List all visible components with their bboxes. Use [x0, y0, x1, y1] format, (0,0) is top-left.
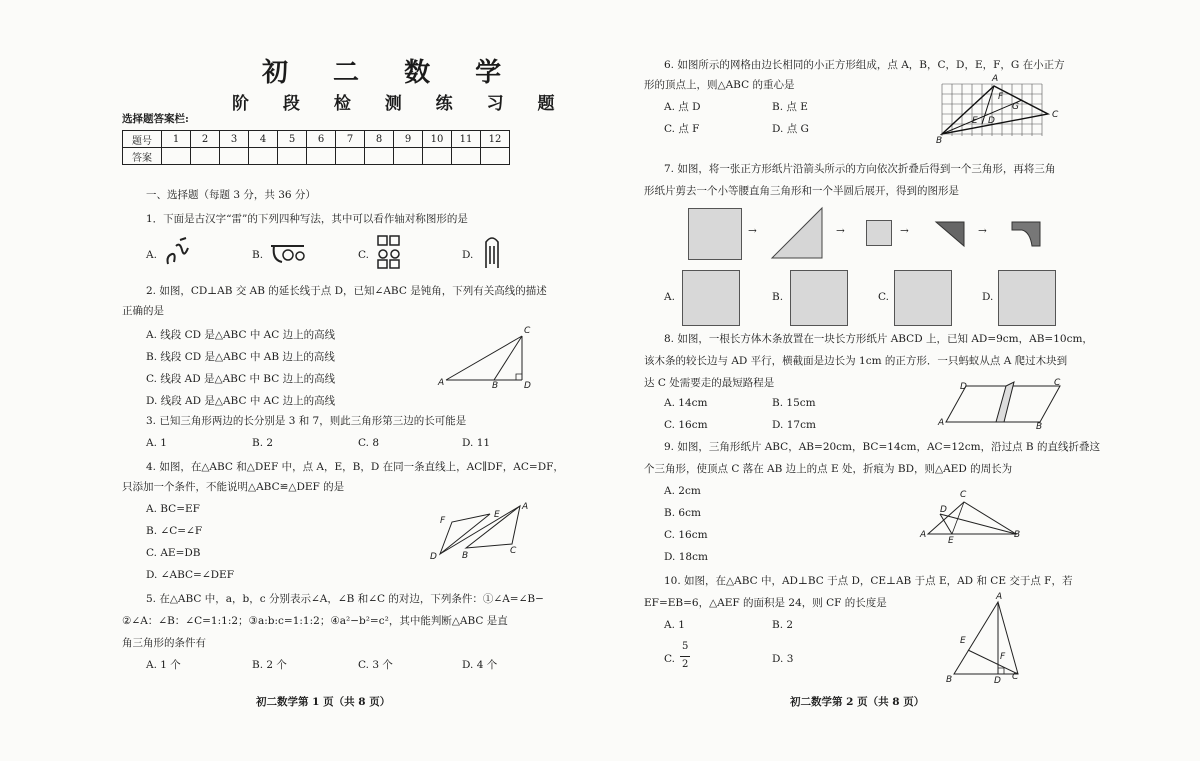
q10-label-c: C: [1012, 672, 1019, 682]
fold-step-4-image: [936, 222, 966, 248]
q4-option-b: B. ∠C=∠F: [146, 525, 203, 537]
q10-label-a: A: [996, 592, 1003, 602]
q7-stem-cont: 形纸片剪去一个小等腰直角三角形和一个半圆后展开，得到的图形是: [644, 185, 959, 197]
answer-label: 答案: [123, 148, 162, 165]
q6-option-d: D. 点 G: [772, 123, 809, 135]
answer-table-header-row: [123, 131, 510, 148]
q2-label-a: A: [438, 378, 445, 388]
q7-option-d: D.: [982, 291, 994, 303]
answer-cell[interactable]: [191, 148, 220, 165]
q8-option-d: D. 17cm: [772, 419, 816, 431]
q4-label-e: E: [494, 510, 500, 520]
q10-label-f: F: [1000, 652, 1006, 662]
q3-option-a: A. 1: [146, 437, 167, 449]
q4-label-c: C: [510, 546, 517, 556]
q8-label-d: D: [960, 382, 967, 392]
glyph-a-image: [164, 236, 192, 270]
q5-option-b: B. 2 个: [252, 659, 287, 671]
answer-table-answer-row: [123, 148, 510, 165]
q9-label-c: C: [960, 490, 967, 500]
q6-option-b: B. 点 E: [772, 101, 808, 113]
q5-stem: 5. 在△ABC 中，a，b，c 分别表示∠A，∠B 和∠C 的对边，下列条件：①∠A=∠B−: [146, 593, 544, 605]
question-number: 12: [481, 131, 510, 148]
q8-label-b: B: [1036, 422, 1043, 432]
question-number: 9: [394, 131, 423, 148]
q7-option-d-image: [998, 270, 1056, 326]
q8-label-a: A: [938, 418, 945, 428]
question-number: 3: [220, 131, 249, 148]
q1-option-d: D.: [462, 249, 474, 261]
q10-option-a: A. 1: [664, 619, 685, 631]
q9-option-b: B. 6cm: [664, 507, 701, 519]
answer-cell[interactable]: [220, 148, 249, 165]
q10-option-d: D. 3: [772, 653, 794, 665]
q6-stem: 6. 如图所示的网格由边长相同的小正方形组成，点 A，B，C，D，E，F，G 在小正方: [664, 59, 1065, 71]
q6-label-a: A: [992, 74, 999, 84]
q6-option-a: A. 点 D: [664, 101, 701, 113]
question-number: 1: [162, 131, 191, 148]
q2-option-b: B. 线段 CD 是△ABC 中 AB 边上的高线: [146, 351, 335, 363]
q9-label-e: E: [948, 536, 954, 546]
q4-label-d: D: [430, 552, 437, 562]
q9-label-b: B: [1014, 530, 1021, 540]
answer-cell[interactable]: [249, 148, 278, 165]
question-number-label: 题号: [123, 131, 162, 148]
q6-label-g: G: [1012, 102, 1019, 112]
q5-option-a: A. 1 个: [146, 659, 181, 671]
q3-option-d: D. 11: [462, 437, 491, 449]
q4-option-d: D. ∠ABC=∠DEF: [146, 569, 235, 581]
q4-stem-cont: 只添加一个条件，不能说明△ABC≌△DEF 的是: [122, 481, 345, 493]
answer-cell[interactable]: [423, 148, 452, 165]
answer-cell[interactable]: [481, 148, 510, 165]
q2-label-d: D: [524, 381, 531, 391]
q6-option-c: C. 点 F: [664, 123, 700, 135]
q2-stem-cont: 正确的是: [122, 305, 164, 317]
answer-table: [122, 130, 510, 165]
q7-option-b-image: [790, 270, 848, 326]
page-2-footer: 初二数学第 2 页（共 8 页）: [790, 696, 925, 708]
q4-label-a: A: [522, 502, 529, 512]
q7-option-a-image: [682, 270, 740, 326]
page-1-footer: 初二数学第 1 页（共 8 页）: [256, 696, 391, 708]
q9-stem: 9. 如图，三角形纸片 ABC，AB=20cm，BC=14cm，AC=12cm，沿过点 B 的直线折叠这: [664, 441, 1100, 453]
q6-label-e: E: [972, 116, 978, 126]
section-heading: 一、选择题（每题 3 分，共 36 分）: [146, 189, 316, 201]
q5-option-d: D. 4 个: [462, 659, 498, 671]
question-number: 6: [307, 131, 336, 148]
answer-cell[interactable]: [365, 148, 394, 165]
fold-step-2-image: [772, 208, 824, 258]
q5-stem-end: 角三角形的条件有: [122, 637, 206, 649]
q6-label-f: F: [998, 92, 1004, 102]
q1-stem: 1．下面是古汉字“雷”的下列四种写法，其中可以看作轴对称图形的是: [146, 213, 468, 225]
q8-stem-end: 达 C 处需要走的最短路程是: [644, 377, 775, 389]
fold-step-1-image: [688, 208, 742, 260]
arrow-right-icon: →: [978, 225, 987, 237]
question-number: 11: [452, 131, 481, 148]
question-number: 5: [278, 131, 307, 148]
q7-stem: 7. 如图，将一张正方形纸片沿箭头所示的方向依次折叠后得到一个三角形，再将三角: [664, 163, 1056, 175]
q10-label-b: B: [946, 675, 953, 685]
q8-stem: 8. 如图，一根长方体木条放置在一块长方形纸片 ABCD 上，已知 AD=9cm，AB=10cm，: [664, 333, 1093, 345]
answer-cell[interactable]: [336, 148, 365, 165]
q8-option-b: B. 15cm: [772, 397, 816, 409]
q6-label-b: B: [936, 136, 943, 146]
q2-label-c: C: [524, 326, 531, 336]
q9-option-c: C. 16cm: [664, 529, 708, 541]
q6-label-c: C: [1052, 110, 1059, 120]
q6-label-d: D: [988, 116, 995, 126]
q4-label-f: F: [440, 516, 446, 526]
q9-label-a: A: [920, 530, 927, 540]
q6-stem-cont: 形的顶点上，则△ABC 的重心是: [644, 79, 795, 91]
page-2: [600, 0, 1200, 761]
q1-option-b: B.: [252, 249, 264, 261]
fold-step-3-image: [866, 220, 892, 246]
arrow-right-icon: →: [748, 225, 757, 237]
q4-stem: 4. 如图，在△ABC 和△DEF 中，点 A，E，B，D 在同一条直线上，AC∥DF，AC=DF，: [146, 461, 564, 473]
q9-option-a: A. 2cm: [664, 485, 701, 497]
q8-label-c: C: [1054, 378, 1061, 388]
q2-option-d: D. 线段 AD 是△ABC 中 AC 边上的高线: [146, 395, 336, 407]
q2-option-c: C. 线段 AD 是△ABC 中 BC 边上的高线: [146, 373, 336, 385]
glyph-d-image: [482, 234, 502, 270]
answer-cell[interactable]: [162, 148, 191, 165]
q7-option-b: B.: [772, 291, 784, 303]
q4-option-c: C. AE=DB: [146, 547, 201, 559]
q8-option-a: A. 14cm: [664, 397, 708, 409]
question-number: 4: [249, 131, 278, 148]
q3-option-b: B. 2: [252, 437, 274, 449]
answer-cell[interactable]: [394, 148, 423, 165]
answer-cell[interactable]: [278, 148, 307, 165]
q4-option-a: A. BC=EF: [146, 503, 200, 515]
question-number: 10: [423, 131, 452, 148]
question-number: 8: [365, 131, 394, 148]
q8-option-c: C. 16cm: [664, 419, 708, 431]
q1-option-a: A.: [146, 249, 157, 261]
q2-label-b: B: [492, 381, 499, 391]
q10-stem: 10. 如图，在△ABC 中，AD⊥BC 于点 D，CE⊥AB 于点 E，AD 和 CE 交于点 F，若: [664, 575, 1073, 587]
q4-label-b: B: [462, 551, 469, 561]
q10-option-b: B. 2: [772, 619, 794, 631]
q10-stem-cont: EF=EB=6，△AEF 的面积是 24，则 CF 的长度是: [644, 597, 887, 609]
q10-fraction-denominator: 2: [682, 659, 689, 670]
q3-stem: 3. 已知三角形两边的长分别是 3 和 7，则此三角形第三边的长可能是: [146, 415, 467, 427]
q10-label-e: E: [960, 636, 966, 646]
q9-stem-cont: 个三角形，使顶点 C 落在 AB 边上的点 E 处，折痕为 BD，则△AED 的周长为: [644, 463, 1013, 475]
q5-stem-cont: ②∠A：∠B：∠C=1:1:2；③a:b:c=1:1:2；④a²−b²=c²，其中能判断△ABC 是直: [122, 615, 508, 627]
q2-option-a: A. 线段 CD 是△ABC 中 AC 边上的高线: [146, 329, 336, 341]
question-number: 2: [191, 131, 220, 148]
arrow-right-icon: →: [900, 225, 909, 237]
answer-cell[interactable]: [307, 148, 336, 165]
q6-grid-figure: [942, 84, 1052, 138]
question-number: 7: [336, 131, 365, 148]
answer-bar-label: 选择题答案栏:: [122, 113, 189, 125]
glyph-c-image: [376, 234, 402, 270]
q3-option-c: C. 8: [358, 437, 380, 449]
glyph-b-image: [268, 240, 308, 268]
q10-label-d: D: [994, 676, 1001, 686]
arrow-right-icon: →: [836, 225, 845, 237]
q7-option-a: A.: [664, 291, 675, 303]
q8-stem-cont: 该木条的较长边与 AD 平行，横截面是边长为 1cm 的正方形．一只蚂蚁从点 A 爬过木块到: [644, 355, 1068, 367]
q10-option-c: C.: [664, 653, 675, 665]
q5-option-c: C. 3 个: [358, 659, 393, 671]
q10-fraction-numerator: 5: [682, 641, 689, 652]
q7-option-c: C.: [878, 291, 889, 303]
exam-title: 初 二 数 学: [262, 58, 520, 88]
exam-subtitle: 阶 段 检 测 练 习 题: [232, 94, 569, 114]
q9-option-d: D. 18cm: [664, 551, 708, 563]
q1-option-c: C.: [358, 249, 369, 261]
q7-option-c-image: [894, 270, 952, 326]
fold-step-5-image: [1012, 222, 1042, 248]
q2-stem: 2. 如图，CD⊥AB 交 AB 的延长线于点 D，已知∠ABC 是钝角，下列有关高线的描述: [146, 285, 547, 297]
q9-label-d: D: [940, 505, 947, 515]
answer-cell[interactable]: [452, 148, 481, 165]
fraction-bar: [680, 656, 690, 657]
